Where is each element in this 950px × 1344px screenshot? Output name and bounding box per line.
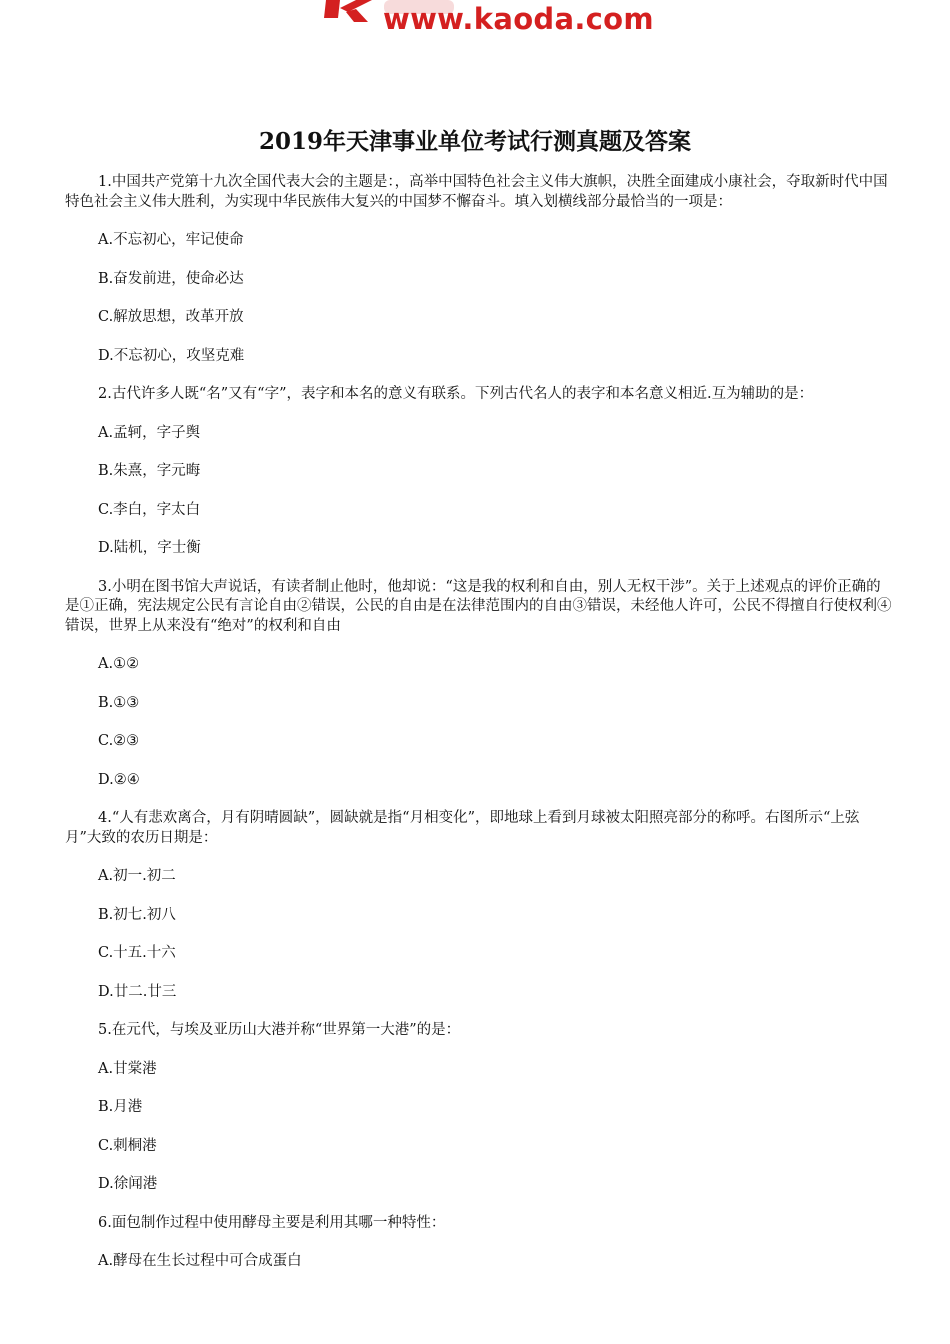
option-b: B.月港: [98, 1099, 143, 1115]
question-stem: 6.面包制作过程中使用酵母主要是利用其哪一种特性：: [98, 1214, 446, 1231]
option-a: A.①②: [98, 656, 140, 672]
kaoda-logo-icon[interactable]: [322, 0, 382, 24]
option-b: B.初七.初八: [98, 906, 176, 923]
question-stem: 2.古代许多人既“名”又有“字”，表字和本名的意义有联系。下列古代名人的表字和本名意义相近.互为辅助的是：: [98, 386, 814, 402]
option-c: C.十五.十六: [98, 945, 176, 961]
option-b: B.朱熹，字元晦: [98, 463, 201, 479]
option-c: C.②③: [98, 733, 140, 749]
question-stem: 1.中国共产党第十九次全国代表大会的主题是：，高举中国特色社会主义伟大旗帜，决胜全面建成小康社会，夺取新时代中国特色社会主义伟大胜利，为实现中华民族伟大复兴的中国梦不懈奋斗。填入划横线部分最恰当的一项是：: [65, 174, 888, 210]
question-stem: 3.小明在图书馆大声说话，有读者制止他时，他却说：“这是我的权利和自由，别人无权干涉”。关于上述观点的评价正确的是①正确，宪法规定公民有言论自由②错误，公民的自由是在法律范围内的自由③错误，未经他人许可，公民不得擅自行使权利④错误，世界上从来没有“绝对”的权利和自由: [65, 578, 892, 634]
option-c: C.解放思想，改革开放: [98, 309, 244, 325]
option-a: A.酵母在生长过程中可合成蛋白: [98, 1253, 302, 1269]
logo-url-text[interactable]: www.kaoda.com: [383, 2, 654, 36]
page-title: 2019年天津事业单位考试行测真题及答案: [258, 128, 691, 155]
option-b: B.①③: [98, 694, 140, 711]
option-a: A.甘棠港: [98, 1060, 157, 1077]
option-d: D.②④: [98, 771, 140, 788]
option-c: C.刺桐港: [98, 1137, 157, 1154]
option-d: D.徐闻港: [98, 1176, 158, 1192]
page-header: [0, 0, 950, 40]
question-stem: 5.在元代，与埃及亚历山大港并称“世界第一大港”的是：: [98, 1022, 461, 1038]
option-c: C.李白，字太白: [98, 501, 201, 518]
question-list: [65, 173, 895, 1291]
option-a: A.初一.初二: [98, 868, 176, 884]
option-a: A.孟轲，字子舆: [98, 424, 201, 441]
question-block: [65, 1214, 895, 1272]
question-block: [65, 809, 895, 1002]
question-block: [65, 1021, 895, 1195]
option-b: B.奋发前进，使命必达: [98, 270, 244, 287]
option-d: D.廿二.廿三: [98, 983, 177, 1000]
question-block: [65, 578, 895, 791]
option-d: D.不忘初心，攻坚克难: [98, 347, 245, 364]
option-a: A.不忘初心，牢记使命: [98, 232, 244, 248]
question-block: [65, 173, 895, 366]
question-block: [65, 385, 895, 559]
question-stem: 4.“人有悲欢离合，月有阴晴圆缺”，圆缺就是指“月相变化”，即地球上看到月球被太阳照亮部分的称呼。右图所示“上弦月”大致的农历日期是：: [65, 810, 860, 846]
option-d: D.陆机，字士衡: [98, 540, 201, 556]
